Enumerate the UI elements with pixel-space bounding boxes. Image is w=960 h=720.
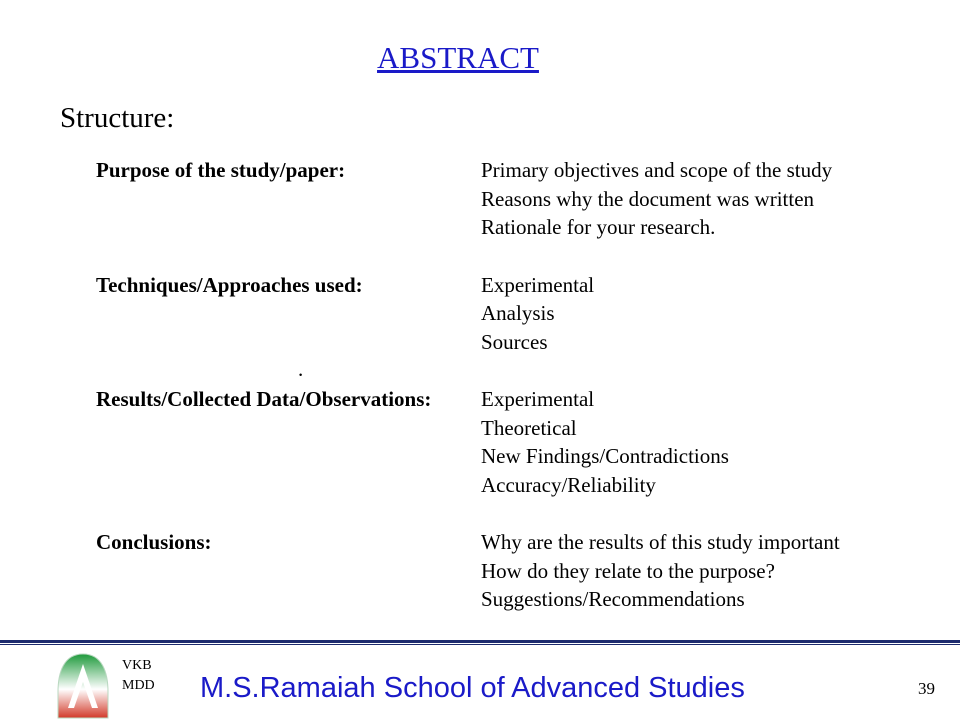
- row-label: Techniques/Approaches used:: [96, 272, 363, 297]
- structure-row: [96, 156, 916, 242]
- row-items: [481, 528, 916, 614]
- footer-rule: [0, 640, 960, 643]
- footer-rule-thin: [0, 644, 960, 645]
- initials-line: VKB: [122, 658, 152, 673]
- structure-row: [96, 385, 916, 499]
- row-item: How do they relate to the purpose?: [481, 558, 775, 583]
- school-logo-icon: [54, 652, 112, 720]
- structure-row: [96, 271, 916, 357]
- school-name: M.S.Ramaiah School of Advanced Studies: [200, 672, 745, 704]
- row-label: Purpose of the study/paper:: [96, 158, 346, 182]
- author-initials: [122, 656, 155, 696]
- row-item: Rationale for your research.: [481, 215, 716, 239]
- row-label: Results/Collected Data/Observations:: [96, 387, 432, 411]
- row-item: Experimental: [481, 272, 595, 297]
- row-items: [481, 385, 916, 499]
- row-items: [481, 156, 916, 242]
- structure-row: [96, 528, 916, 614]
- row-item: Analysis: [481, 301, 555, 325]
- row-item: Theoretical: [481, 415, 577, 440]
- structure-table: [96, 156, 916, 614]
- slide-title: ABSTRACT: [377, 40, 539, 75]
- row-item: Suggestions/Recommendations: [481, 587, 745, 611]
- row-item: New Findings/Contradictions: [481, 444, 729, 468]
- row-item: Why are the results of this study important: [481, 530, 840, 554]
- row-label: Conclusions:: [96, 530, 212, 554]
- row-item: Primary objectives and scope of the study: [481, 158, 833, 182]
- row-item: Reasons why the document was written: [481, 186, 815, 211]
- section-heading: Structure:: [60, 102, 175, 134]
- stray-dot: .: [298, 357, 304, 381]
- initials-line: MDD: [122, 678, 155, 693]
- page-number: 39: [918, 679, 935, 698]
- row-item: Sources: [481, 329, 548, 354]
- row-item: Experimental: [481, 387, 595, 411]
- row-item: Accuracy/Reliability: [481, 472, 656, 497]
- row-items: [481, 271, 916, 357]
